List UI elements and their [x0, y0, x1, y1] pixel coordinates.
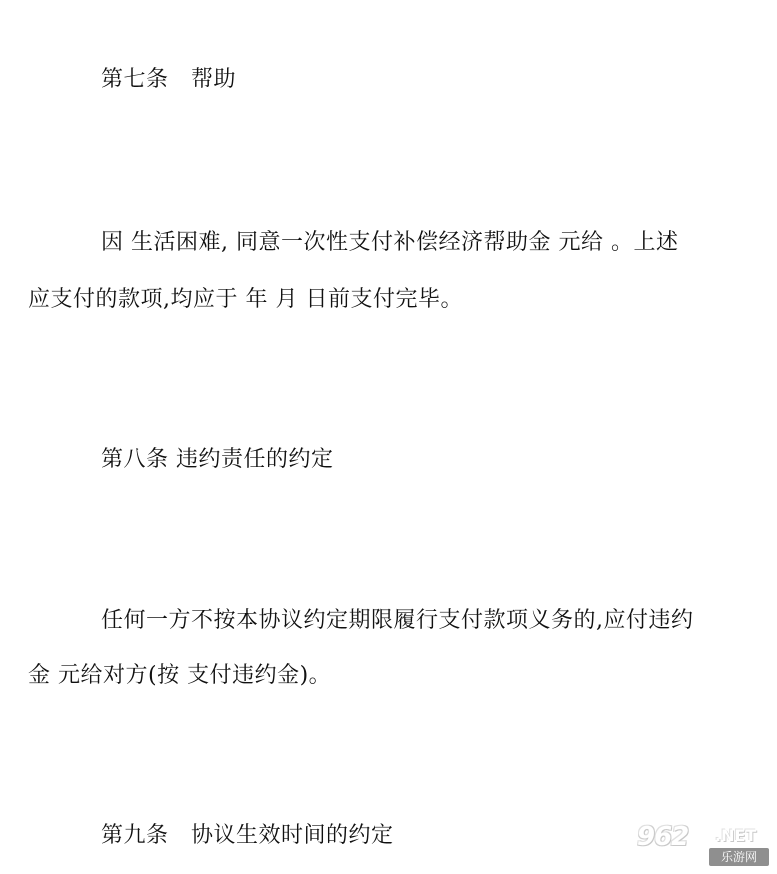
article-7-heading: 第七条 帮助: [101, 67, 237, 92]
site-watermark-logo: [637, 824, 771, 868]
article-7-paragraph-line-1: 因 生活困难, 同意一次性支付补偿经济帮助金 元给 。上述: [101, 230, 679, 255]
article-7-paragraph-line-2: 应支付的款项,均应于 年 月 日前支付完毕。: [28, 287, 463, 312]
watermark-logo-subtitle: 乐游网: [709, 848, 769, 866]
watermark-logo-number: 962: [637, 822, 689, 852]
article-8-heading: 第八条 违约责任的约定: [101, 447, 334, 472]
article-9-heading: 第九条 协议生效时间的约定: [101, 823, 394, 848]
article-8-paragraph-line-2: 金 元给对方(按 支付违约金)。: [28, 663, 332, 688]
article-8-paragraph-line-1: 任何一方不按本协议约定期限履行支付款项义务的,应付违约: [101, 608, 694, 633]
watermark-logo-suffix: .NET: [715, 826, 757, 845]
